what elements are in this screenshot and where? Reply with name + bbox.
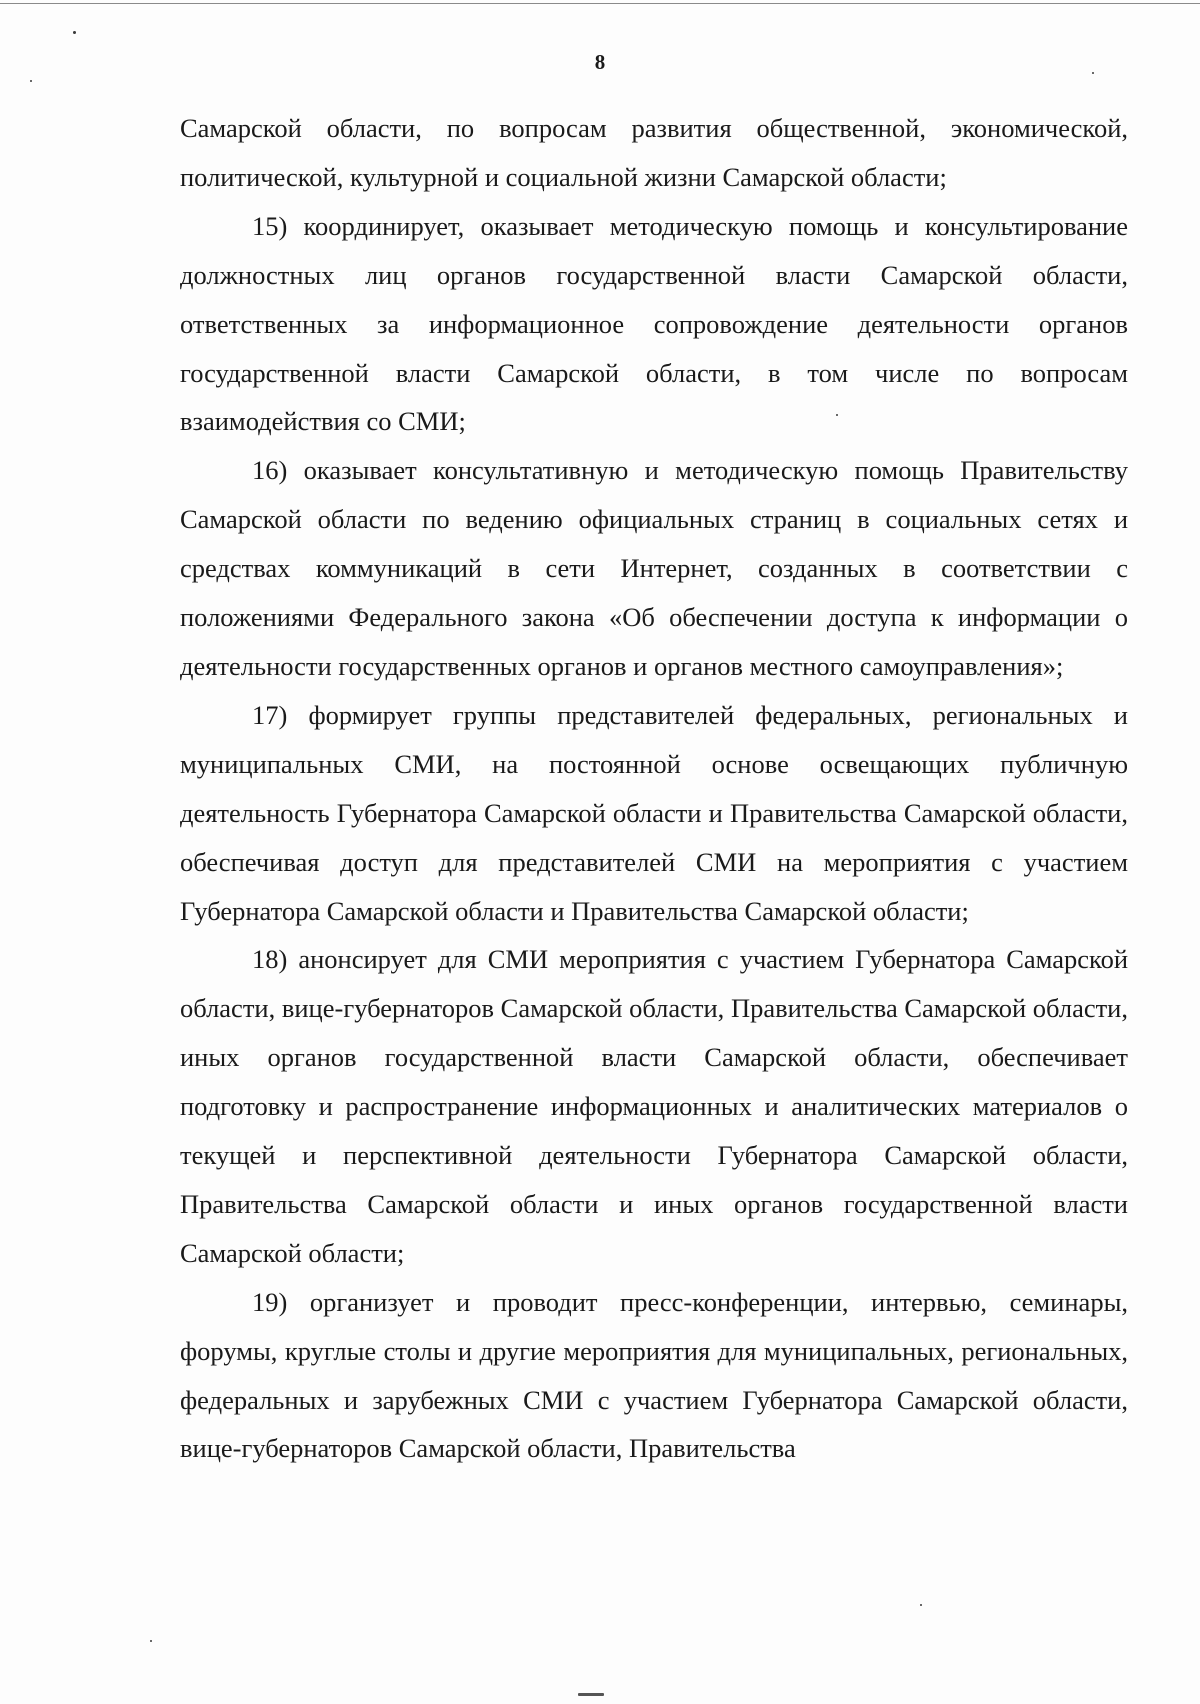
scan-speck <box>30 80 32 82</box>
paragraph-continuation: Самарской области, по вопросам развития общественной, экономической, политической, культурной и социальной жизни Самарской области; <box>180 113 1128 192</box>
paragraph-item-17: 17) формирует группы представителей федеральных, региональных и муниципальных СМИ, на постоянной основе освещающих публичную деятельность Губернатора Самарской области и Правительства Самарской области, обеспечивая доступ для представителей СМИ на мероприятия с участием Губернатора Самарской области и Правительства Самарской области; <box>180 699 1128 926</box>
document-body <box>180 104 1128 1473</box>
scan-speck <box>836 414 838 416</box>
paragraph-item-19: 19) организует и проводит пресс-конференции, интервью, семинары, форумы, круглые столы и другие мероприятия для муниципальных, региональных, федеральных и зарубежных СМИ с участием Губернатора Самарской области, вице-губернаторов Самарской области, Правительства <box>180 1286 1128 1464</box>
page-number: 8 <box>594 50 606 74</box>
paragraph-item-15: 15) координирует, оказывает методическую помощь и консультирование должностных лиц органов государственной власти Самарской области, ответственных за информационное сопровождение деятельности органов государственной власти Самарской области, в том числе по вопросам взаимодействия со СМИ; <box>180 210 1128 437</box>
scan-speck <box>73 31 76 34</box>
scan-top-edge-line <box>0 3 1200 4</box>
paragraph-item-16: 16) оказывает консультативную и методическую помощь Правительству Самарской области по ведению официальных страниц в социальных сетях и средствах коммуникаций в сети Интернет, созданных в соответствии с положениями Федерального закона «Об обеспечении доступа к информации о деятельности государственных органов и органов местного самоуправления»; <box>180 455 1128 681</box>
scan-speck <box>1092 72 1094 74</box>
scan-bottom-mark <box>578 1693 604 1696</box>
scan-speck <box>150 1640 152 1642</box>
scan-speck <box>920 1604 922 1606</box>
paragraph-item-18: 18) анонсирует для СМИ мероприятия с участием Губернатора Самарской области, вице-губернаторов Самарской области, Правительства Самарской области, иных органов государственной власти Самарской области, обеспечивает подготовку и распространение информационных и аналитических материалов о текущей и перспективной деятельности Губернатора Самарской области, Правительства Самарской области и иных органов государственной власти Самарской области; <box>180 944 1128 1268</box>
